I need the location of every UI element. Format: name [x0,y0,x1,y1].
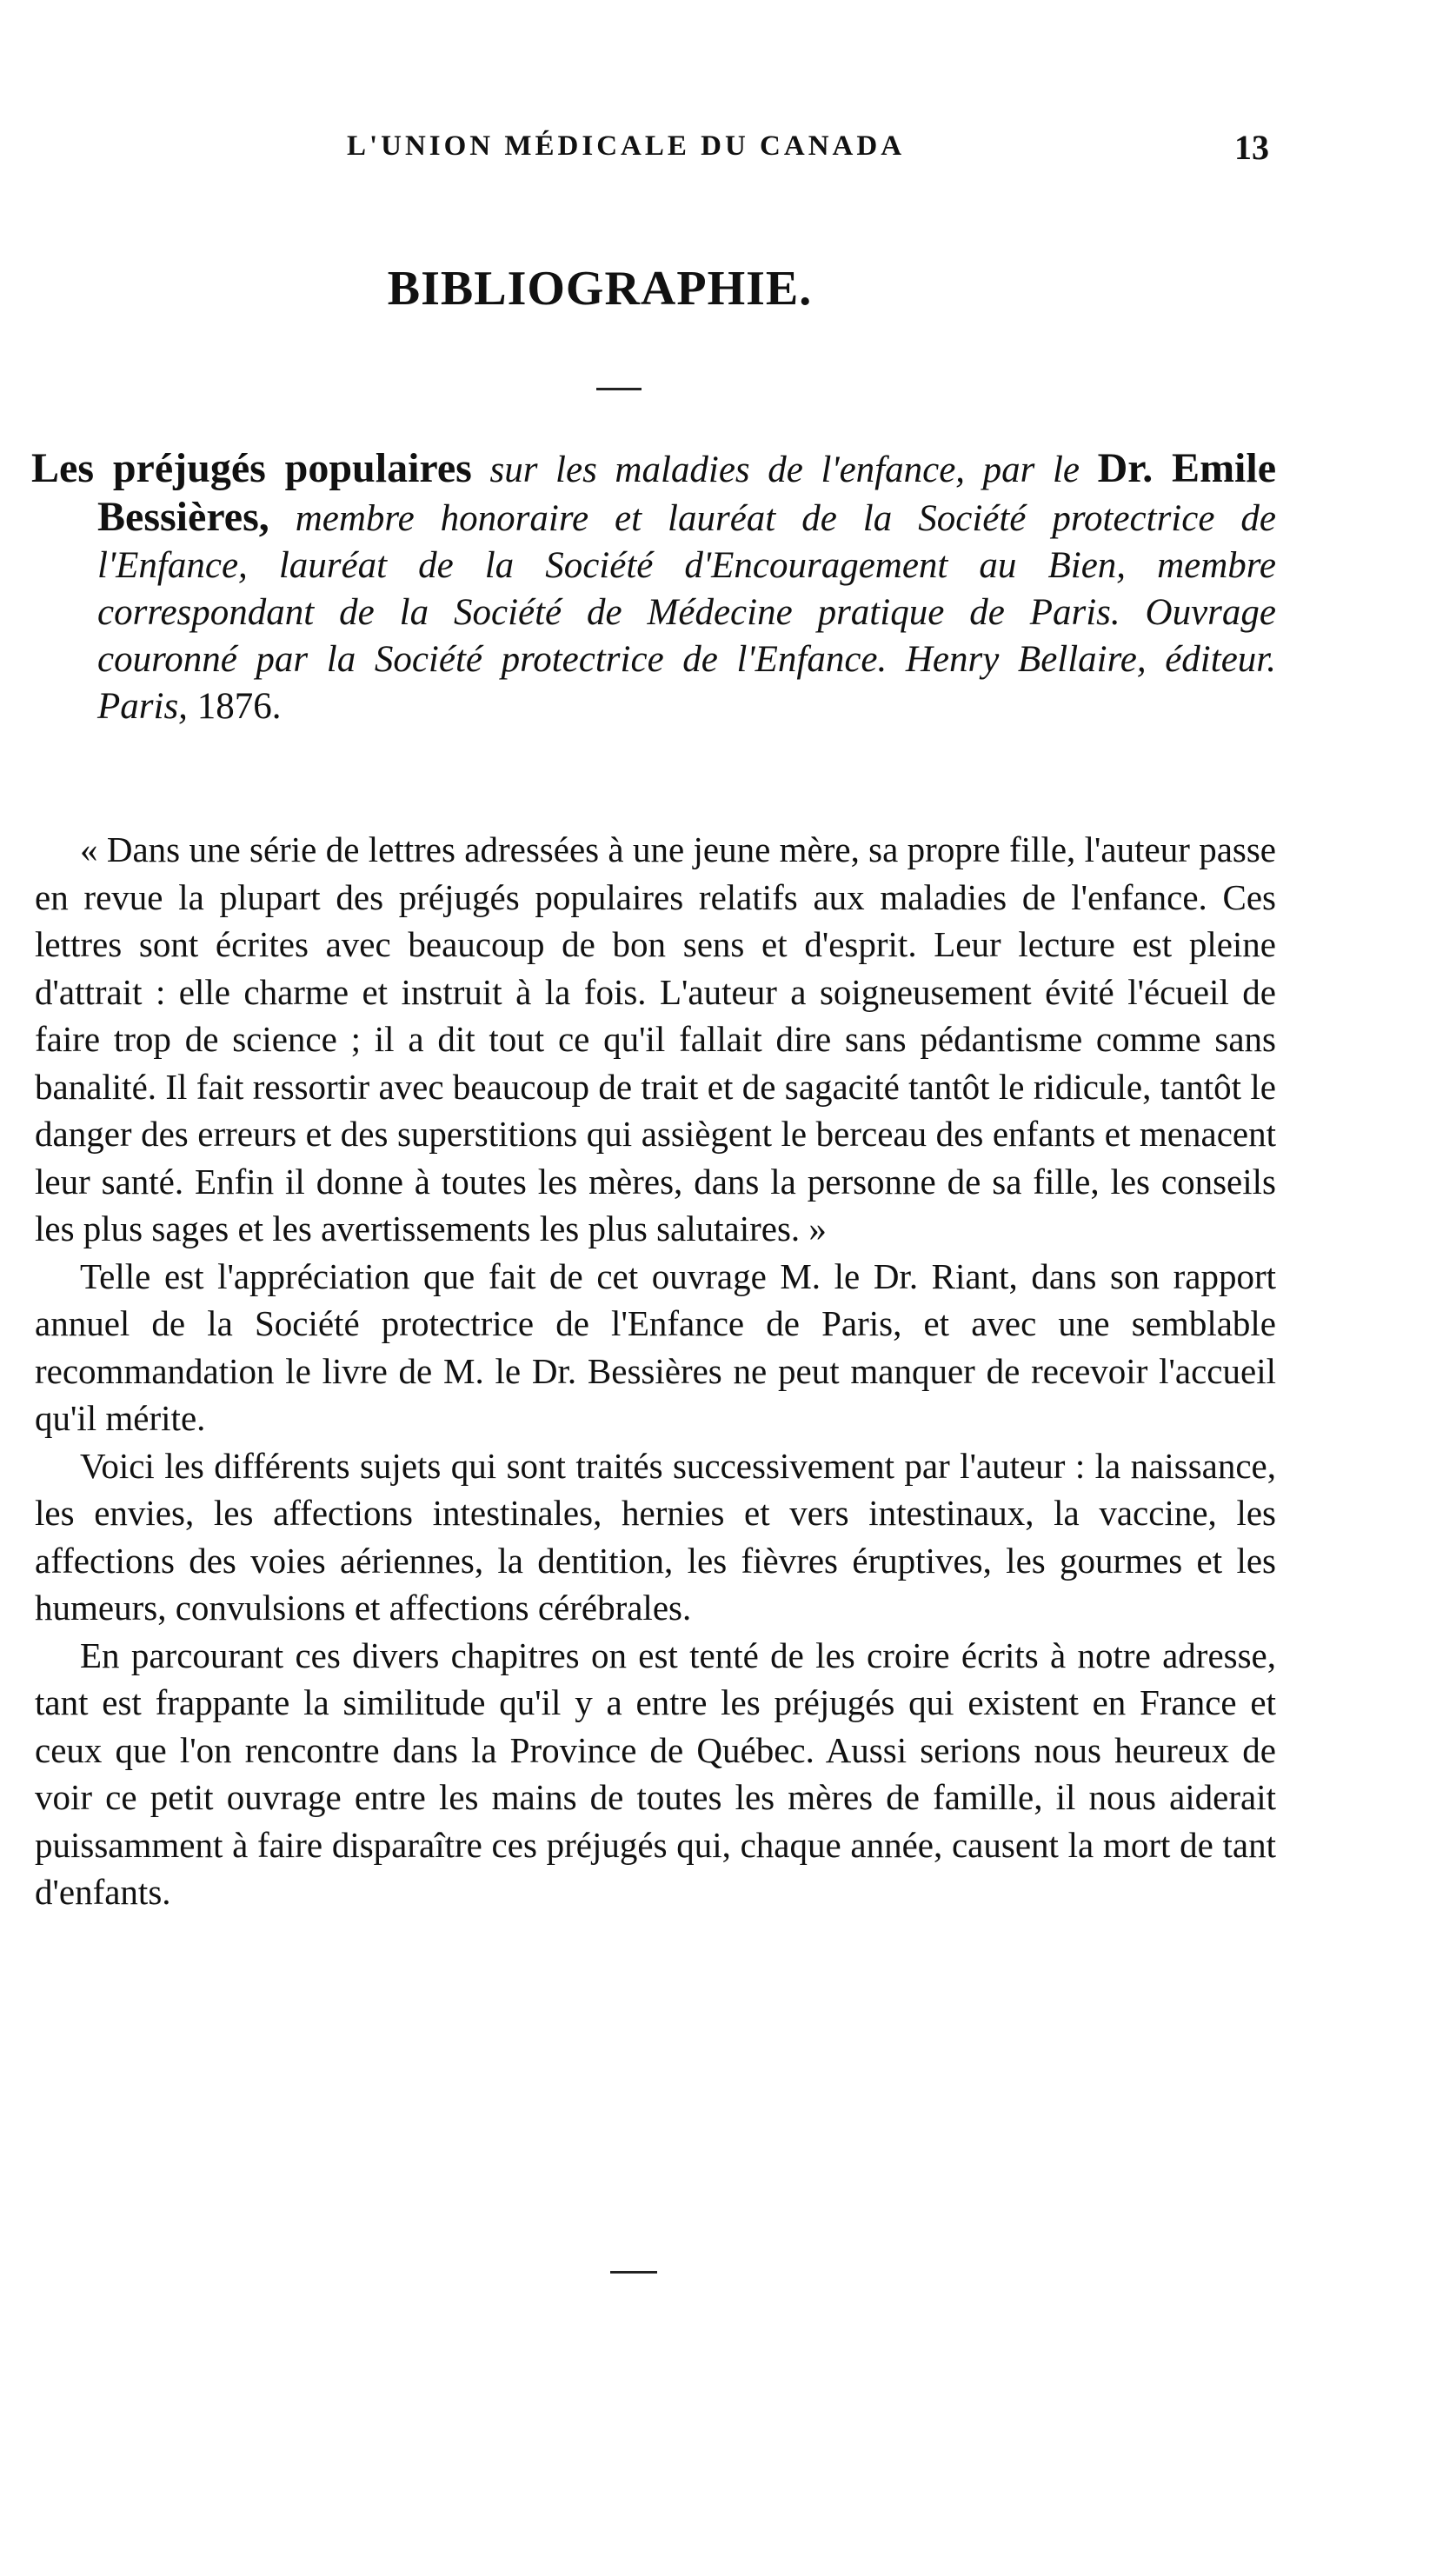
citation-year: 1876. [196,686,282,727]
paragraph-appreciation: Telle est l'appréciation que fait de cet ouvrage M. le Dr. Riant, dans son rapport annuel de la Société protectrice de l'Enfance de Paris, et avec une semblable recommandation le livre de M. le Dr. Bessières ne peut manquer de recevoir l'accueil qu'il mérite. [35,1255,1276,1438]
citation-title: Les préjugés populaires [31,445,472,491]
divider-rule-bottom [610,2271,657,2274]
citation-first-line [31,445,1035,491]
citation-details: membre honoraire et lauréat de la Société protectrice de l'Enfance, lauréat de la Société d'Encouragement au Bien, membre correspondant de la Société de Médecine pratique de Paris. Ouvrage couronné par la Société protectrice de l'Enfance. Henry Bellaire, éditeur. Paris, [97,498,1276,727]
paragraph-conclusion: En parcourant ces divers chapitres on est tenté de les croire écrits à notre adresse, tant est frappante la similitude qu'il y a entre les préjugés qui existent en France et ceux que l'on rencontre dans la Province de Québec. Aussi serions nous heureux de voir ce petit ouvrage entre les mains de toutes les mères de famille, il nous aiderait puissamment à faire disparaître ces préjugés qui, chaque année, causent la mort de tant d'enfants. [35,1635,1276,1912]
citation-author-prefix: le [1052,449,1080,490]
paragraph-subjects: Voici les différents sujets qui sont traités successivement par l'auteur : la naissance, les envies, les affections intestinales, hernies et vers intestinaux, la vaccine, les affections des voies aériennes, la dentition, les fièvres éruptives, les gourmes et les humeurs, convulsions et affections cérébrales. [35,1445,1276,1628]
page-number: 13 [1234,128,1269,167]
review-body [35,826,1276,1916]
divider-rule-top [596,388,642,390]
bibliographic-citation [31,445,1276,730]
section-title: BIBLIOGRAPHIE. [387,262,813,316]
paragraph-quote: « Dans une série de lettres adressées à une jeune mère, sa propre fille, l'auteur passe en revue la plupart des préjugés populaires relatifs aux maladies de l'enfance. Ces lettres sont écrites avec beaucoup de bon sens et d'esprit. Leur lecture est pleine d'attrait : elle charme et instruit à la fois. L'auteur a soigneusement évité l'écueil de faire trop de science ; il a dit tout ce qu'il fallait dire sans pédantisme comme sans banalité. Il fait ressortir avec beaucoup de trait et de sagacité tantôt le ridicule, tantôt le danger des erreurs et des superstitions qui assiègent le berceau des enfants et menacent leur santé. Enfin il donne à toutes les mères, dans la personne de sa fille, les conseils les plus sages et les avertissements les plus salutaires. » [35,829,1276,1248]
citation-author: Dr. Emile Bessières, [97,445,1277,540]
citation-title-rest: sur les maladies de l'enfance, par [489,449,1035,490]
running-head: L'UNION MÉDICALE DU CANADA [346,130,906,162]
